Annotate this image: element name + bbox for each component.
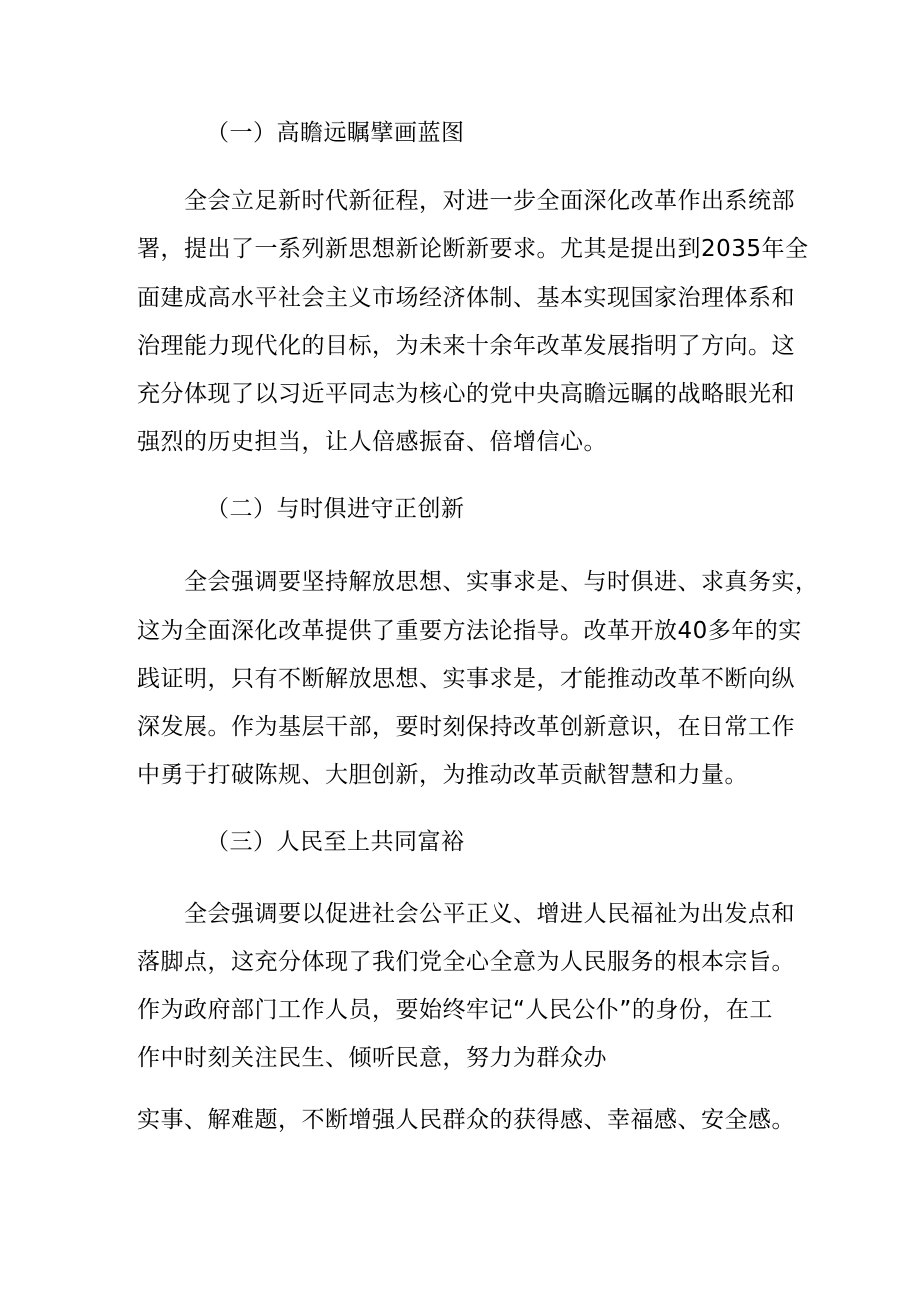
section-3-line-5: 实事、解难题，不断增强人民群众的获得感、幸福感、安全感。: [137, 1107, 795, 1133]
section-1-line-4: 治理能力现代化的目标，为未来十余年改革发展指明了方向。这: [137, 333, 795, 359]
section-2-line-1: 全会强调要坚持解放思想、实事求是、与时俱进、求真务实，: [184, 569, 819, 595]
section-3-line-1: 全会强调要以促进社会公平正义、增进人民福祉为出发点和: [184, 901, 795, 927]
section-3-line-3: 作为政府部门工作人员，要始终牢记“人民公仆”的身份，在工: [137, 997, 773, 1023]
section-2-line-5: 中勇于打破陈规、大胆创新，为推动改革贡献智慧和力量。: [137, 762, 748, 788]
section-1-line-6: 强烈的历史担当，让人倍感振奋、倍增信心。: [137, 429, 607, 455]
section-2-heading: （二）与时俱进守正创新: [206, 496, 465, 522]
section-1-line-5: 充分体现了以习近平同志为核心的党中央高瞻远瞩的战略眼光和: [137, 381, 795, 407]
section-2-line-3: 践证明，只有不断解放思想、实事求是，才能推动改革不断向纵: [137, 666, 795, 692]
section-1-line-2: 署，提出了一系列新思想新论断新要求。尤其是提出到2035年全: [137, 236, 809, 262]
section-2-line-2: 这为全面深化改革提供了重要方法论指导。改革开放40多年的实: [137, 618, 802, 644]
section-3-line-2: 落脚点，这充分体现了我们党全心全意为人民服务的根本宗旨。: [137, 949, 795, 975]
section-1-heading: （一）高瞻远瞩擘画蓝图: [206, 120, 465, 146]
section-1-line-1: 全会立足新时代新征程，对进一步全面深化改革作出系统部: [184, 188, 795, 214]
section-2-line-4: 深发展。作为基层干部，要时刻保持改革创新意识，在日常工作: [137, 714, 795, 740]
section-3-heading: （三）人民至上共同富裕: [206, 829, 465, 855]
section-1-line-3: 面建成高水平社会主义市场经济体制、基本实现国家治理体系和: [137, 285, 795, 311]
section-3-line-4: 作中时刻关注民生、倾听民意，努力为群众办: [137, 1045, 607, 1071]
